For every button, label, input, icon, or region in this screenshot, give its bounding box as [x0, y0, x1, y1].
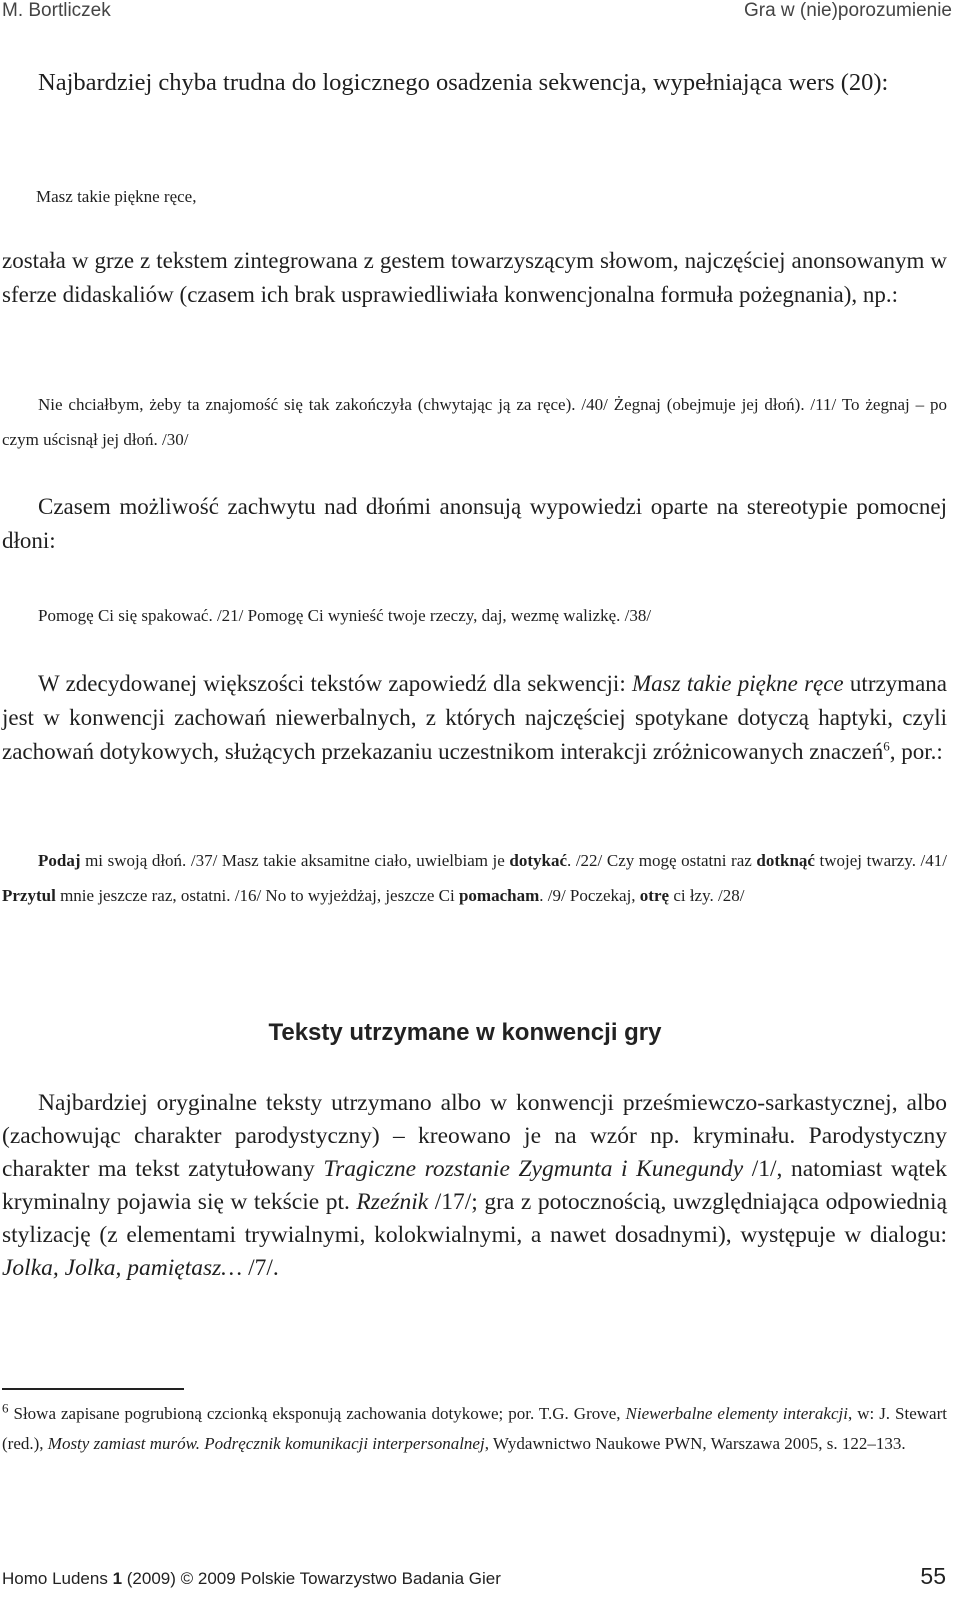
text-run: , Wydawnictwo Naukowe PWN, Warszawa 2005, s. 122–133. [484, 1434, 906, 1453]
italic-title: Jolka, Jolka, pamiętasz… [2, 1255, 243, 1281]
bold-word: otrę [639, 886, 670, 905]
footer-citation [2, 1569, 501, 1589]
text-run: , w: J. Stewart (red.), [2, 1404, 947, 1453]
text-run: /1/, natomiast wątek kryminalny pojawia się w tekście pt. [2, 1156, 947, 1215]
italic-title: Niewerbalne elementy interakcji [625, 1404, 848, 1423]
quote-line: Masz takie piękne ręce, [36, 187, 197, 206]
text-run: ci łzy. /28/ [669, 886, 745, 905]
text-run: twojej twarzy. /41/ [814, 851, 947, 870]
text-run: Najbardziej oryginalne teksty utrzymano albo w konwencji prześmiewczo-sarkastycznej, albo (zachowując charakter parodystyczny) – kreowano je na wzór np. kryminału. Parodystyczny charakter ma tekst zatytułowany [2, 1090, 947, 1182]
bold-word: Przytul [2, 886, 56, 905]
text-run: mi swoją dłoń. /37/ Masz takie aksamitne ciało, uwielbiam je [80, 851, 510, 870]
footnote-divider [2, 1388, 184, 1390]
copyright-text: (2009) © 2009 Polskie Towarzystwo Badania Gier [122, 1569, 501, 1588]
bold-word: dotykać [509, 851, 568, 870]
footnote [2, 1399, 947, 1459]
paragraph-haptics [2, 667, 947, 769]
italic-title: Mosty zamiast murów. Podręcznik komunikacji interpersonalnej [47, 1434, 485, 1453]
text-run: mnie jeszcze raz, ostatni. /16/ No to wyjeżdżaj, jeszcze Ci [55, 886, 459, 905]
italic-title: Rzeźnik [356, 1189, 429, 1215]
text-run: Słowa zapisane pogrubioną czcionką eksponują zachowania dotykowe; por. T.G. Grove, [8, 1404, 626, 1423]
text-run: . /9/ Poczekaj, [539, 886, 640, 905]
paragraph-game-convention [2, 1087, 947, 1285]
text-run: . /22/ Czy mogę ostatni raz [567, 851, 757, 870]
bold-word: dotknąć [756, 851, 815, 870]
footnote-ref: 6 [883, 738, 890, 754]
footnote-number: 6 [2, 1400, 9, 1416]
text-run: utrzymana jest w konwencji zachowań niewerbalnych, z których najczęściej spotykane dotyczą haptyki, czyli zachowań dotykowych, służących przekazaniu uczestnikom interakcji zróżnicowanych znaczeń [2, 671, 947, 764]
journal-name: Homo Ludens [2, 1569, 113, 1588]
quote-block-touch [2, 843, 947, 913]
italic-phrase: Masz takie piękne ręce [631, 671, 844, 696]
running-header-author: M. Bortliczek [2, 0, 111, 21]
journal-volume: 1 [112, 1569, 123, 1588]
text-run: /7/. [242, 1255, 279, 1281]
bold-word: Podaj [38, 851, 81, 870]
page-number: 55 [920, 1563, 946, 1589]
section-heading: Teksty utrzymane w konwencji gry [268, 1019, 662, 1046]
quote-block-help: Pomogę Ci się spakować. /21/ Pomogę Ci wynieść twoje rzeczy, daj, wezmę walizkę. /38/ [38, 606, 652, 625]
bold-word: pomacham [458, 886, 540, 905]
running-header-title: Gra w (nie)porozumienie [743, 0, 952, 21]
paragraph-intro: Najbardziej chyba trudna do logicznego osadzenia sekwencja, wypełniająca wers (20): [38, 69, 889, 96]
text-run: W zdecydowanej większości tekstów zapowiedź dla sekwencji: [38, 671, 632, 696]
italic-title: Tragiczne rozstanie Zygmunta i Kunegundy [323, 1156, 744, 1182]
text-run: /17/; gra z potocznością, uwzględniająca odpowiednią stylizację (z elementami trywialnymi, kolokwialnymi, a nawet dosadnymi), występuje w dialogu: [2, 1189, 947, 1248]
quote-block-farewell: Nie chciałbym, żeby ta znajomość się tak zakończyła (chwytając ją za ręce). /40/ Żegnaj (obejmuje jej dłoń). /11/ To żegnaj – po czym uścisnął jej dłoń. /30/ [2, 395, 947, 449]
text-run: , por.: [889, 739, 943, 764]
paragraph-gesture: została w grze z tekstem zintegrowana z gestem towarzyszącym słowom, najczęściej anonsowanym w sferze didaskaliów (czasem ich brak usprawiedliwiała konwencjonalna formuła pożegnania), np.: [2, 248, 947, 307]
paragraph-helping-hand: Czasem możliwość zachwytu nad dłońmi anonsują wypowiedzi oparte na stereotypie pomocnej dłoni: [2, 494, 947, 553]
